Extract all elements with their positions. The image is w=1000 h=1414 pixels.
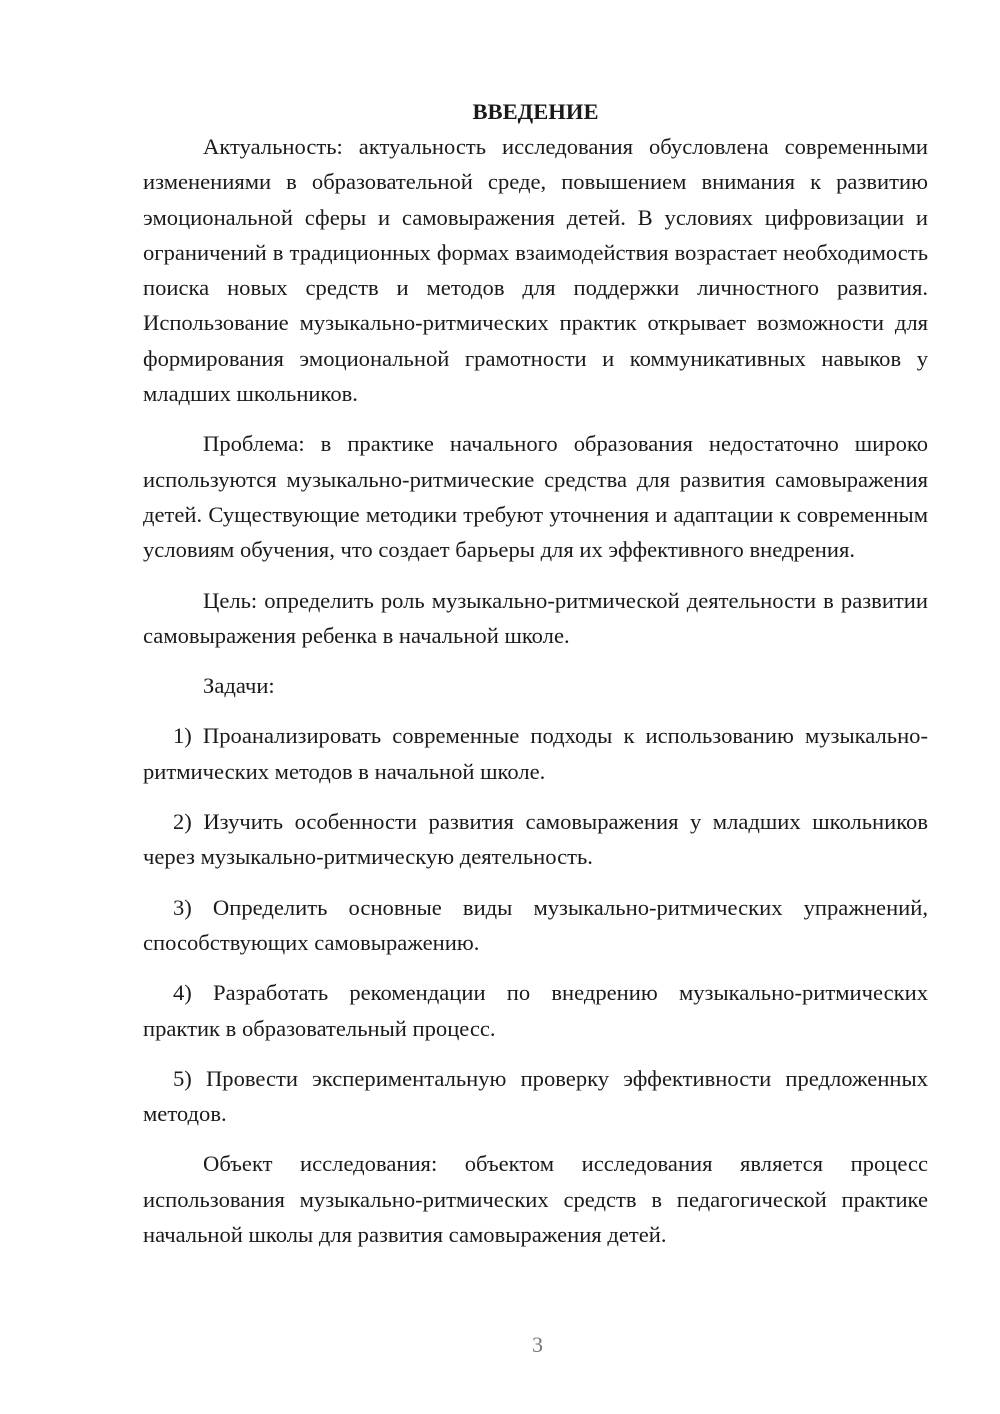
task-item-5: 5) Провести экспериментальную проверку эффективности предложенных методов. xyxy=(143,1065,928,1127)
tasks-heading: Задачи: xyxy=(203,673,275,699)
task-item-1: 1) Проанализировать современные подходы к использованию музыкально-ритмических методов в начальной школе. xyxy=(143,723,928,784)
task-item-2: 2) Изучить особенности развития самовыражения у младших школьников через музыкально-ритмическую деятельность. xyxy=(143,809,928,870)
paragraph-relevance: Актуальность: актуальность исследования обусловлена современными изменениями в образовательной среде, повышением внимания к развитию эмоциональной сферы и самовыражения детей. В условиях цифровизации и ограничений в традиционных формах взаимодействия возрастает необходимость поиска новых средств и методов для поддержки личностного развития. Использование музыкально-ритмических практик открывает возможности для формирования эмоциональной грамотности и коммуникативных навыков у младших школьников. xyxy=(143,134,928,407)
task-item-3: 3) Определить основные виды музыкально-ритмических упражнений, способствующих самовыражению. xyxy=(143,894,928,955)
document-page xyxy=(143,92,928,1252)
paragraph-goal: Цель: определить роль музыкально-ритмической деятельности в развитии самовыражения ребенка в начальной школе. xyxy=(143,587,928,648)
paragraph-problem: Проблема: в практике начального образования недостаточно широко используются музыкально-ритмические средства для развития самовыражения детей. Существующие методики требуют уточнения и адаптации к современным условиям обучения, что создает барьеры для их эффективного внедрения. xyxy=(143,431,928,563)
paragraph-object: Объект исследования: объектом исследования является процесс использования музыкально-ритмических средств в педагогической практике начальной школы для развития самовыражения детей. xyxy=(143,1151,928,1248)
task-item-4: 4) Разработать рекомендации по внедрению музыкально-ритмических практик в образовательный процесс. xyxy=(143,980,928,1041)
section-title: ВВЕДЕНИЕ xyxy=(472,99,599,124)
page-number: 3 xyxy=(532,1332,543,1357)
